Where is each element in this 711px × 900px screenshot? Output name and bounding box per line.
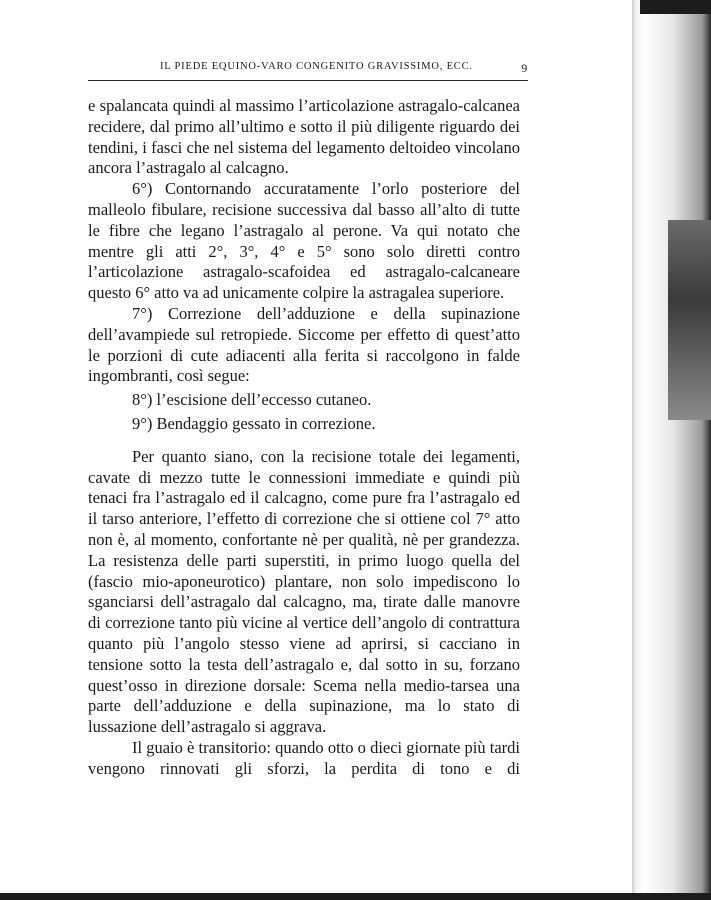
- scan-shadow-top: [640, 0, 711, 14]
- scan-shadow-bottom: [0, 893, 711, 900]
- paragraph: e spalancata quindi al massimo l’articolazione astragalo-calcanea recidere, dal primo all’ultimo e sotto il più diligente riguardo dei tendini, i fasci che nel sistema del legamento deltoideo vincolano ancora l’astragalo al calcagno.: [88, 96, 520, 178]
- adjacent-page-edge: [632, 0, 711, 900]
- page-number: 9: [521, 61, 528, 75]
- paragraph: 7°) Correzione dell’adduzione e della supinazione dell’avampiede sul retropiede. Siccome per effetto di quest’atto le porzioni di cute adiacenti alla ferita si raccolgono in falde ingombranti, così segue:: [88, 303, 520, 386]
- header-rule: [88, 80, 528, 81]
- paragraph: Per quanto siano, con la recisione totale dei legamenti, cavate di mezzo tutte le connessioni immediate e quindi più tenaci fra l’astragalo ed il calcagno, come pure fra l’astragalo ed il tarso anteriore, l’effetto di correzione che si ottiene col 7° atto non è, al momento, confortante nè per qualità, nè per grandezza. La resistenza delle parti superstiti, in primo luogo quella del (fascio mio-aponeurotico) plantare, non solo impediscono lo sganciarsi dell’astragalo dal calcagno, ma, tirate dalle manovre di correzione tanto più vicine al vertice dell’angolo di contrattura quanto più l’angolo stesso viene ad aprirsi, si cacciano in tensione sotto la testa dell’astragalo e, dal sotto in su, forzano quest’osso in direzione dorsale: Scema nella medio-tarsea una parte dell’adduzione e della supinazione, ma lo stato di lussazione dell’astragalo si aggrava.: [88, 446, 520, 737]
- body-text: [88, 96, 520, 780]
- running-header: [88, 61, 528, 77]
- list-item: 9°) Bendaggio gessato in correzione.: [132, 413, 376, 433]
- paragraph: 6°) Contornando accuratamente l’orlo posteriore del malleolo fibulare, recisione successiva dal basso all’alto di tutte le fibre che legano l’astragalo al perone. Va qui notato che mentre gli atti 2°, 3°, 4° e 5° sono solo diretti contro l’articolazione astragalo-scafoidea ed astragalo-calcaneare questo 6° atto va ad unicamente colpire la astragalea superiore.: [88, 179, 520, 303]
- paragraph: Il guaio è transitorio: quando otto o dieci giornate più tardi vengono rinnovati gli sforzi, la perdita di tono e di: [88, 737, 520, 778]
- running-title: IL PIEDE EQUINO-VARO CONGENITO GRAVISSIMO, ECC.: [160, 61, 473, 72]
- scan-shadow-band: [668, 220, 711, 420]
- list-item: 8°) l’escisione dell’eccesso cutaneo.: [132, 390, 372, 410]
